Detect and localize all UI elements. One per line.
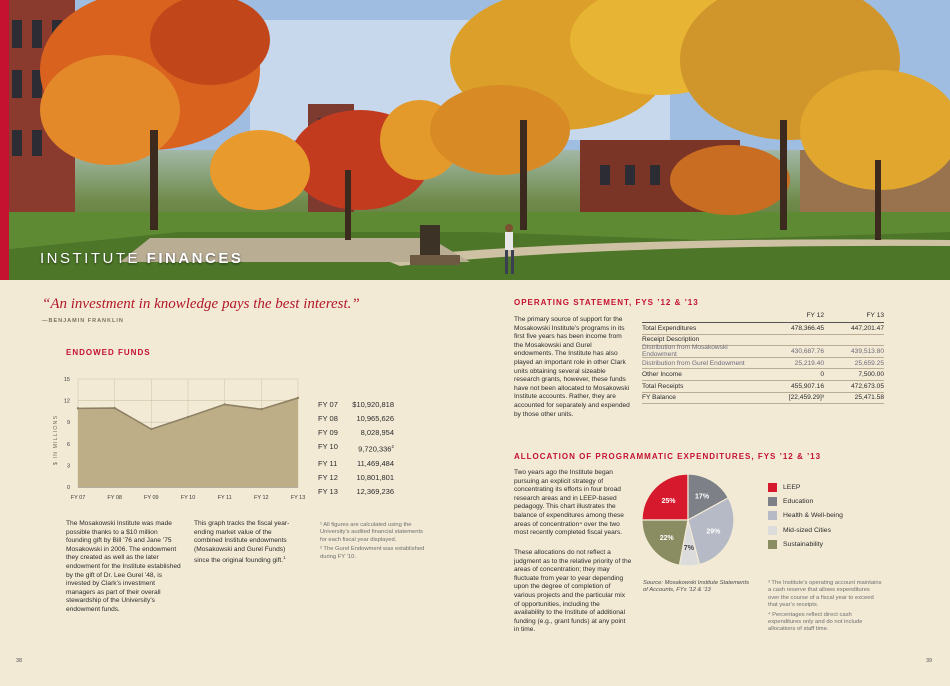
fy-value-text: 10,965,626 — [356, 414, 394, 423]
red-accent-bar — [0, 0, 9, 280]
fy-value-footnote: 2 — [391, 444, 394, 449]
allocation-paragraph-2: These allocations do not reflect a judgment as to the relative priority of the areas of concentration; they may fluctuate from year to year depending upon the degree of completion of various projects and the particular mix of opportunities, including the availability to the Institute of additional funding (e.g., grant funds) at any point in time. — [514, 549, 632, 634]
chart-x-ticks — [71, 495, 306, 501]
fy-value-text: 9,720,336 — [358, 444, 392, 454]
pie-legend — [768, 480, 843, 551]
row-fy13: 472,673.05 — [850, 382, 884, 390]
legend-item — [768, 509, 843, 523]
legend-item — [768, 523, 843, 537]
y-tick-label: 9 — [66, 420, 70, 427]
row-fy12: 430,687.76 — [790, 347, 824, 355]
page-number-right: 39 — [926, 658, 933, 664]
row-label: FY Balance — [642, 394, 676, 402]
pie-source: Source: Mosakowski Institute Statements of Accounts, FYs ’12 & ’13 — [643, 580, 749, 594]
legend-item — [768, 494, 843, 508]
page-title-light: INSTITUTE — [40, 250, 140, 267]
quote-text: “An investment in knowledge pays the best interest.” — [42, 296, 360, 312]
row-fy12: 0 — [820, 371, 824, 379]
quote-author: —BENJAMIN FRANKLIN — [42, 318, 124, 324]
legend-swatch — [768, 540, 777, 549]
campus-photo-illustration — [0, 0, 950, 280]
row-label: Total Receipts — [642, 382, 684, 390]
fy-table-row — [318, 412, 394, 426]
data-point — [260, 408, 262, 410]
fy-year: FY 12 — [318, 472, 338, 482]
x-tick-label: FY 12 — [254, 495, 269, 501]
row-fy12: 455,907.16 — [790, 382, 824, 390]
legend-label: Health & Well-being — [783, 512, 843, 520]
y-tick-label: 6 — [66, 441, 70, 448]
fy-table-row — [318, 398, 394, 412]
legend-item — [768, 480, 843, 494]
endowed-funds-heading: ENDOWED FUNDS — [66, 348, 151, 357]
fy-table-row — [318, 471, 394, 485]
fy-value-text: $10,920,818 — [352, 400, 394, 409]
row-fy13: 439,513.80 — [850, 347, 884, 355]
x-tick-label: FY 09 — [144, 495, 159, 501]
row-fy12: 25,219.40 — [794, 359, 824, 367]
row-fy12: [22,459.29]³ — [788, 394, 824, 402]
pie-slice-label: 29% — [706, 528, 721, 536]
fy-year: FY 13 — [318, 486, 338, 496]
row-label: Distribution from Mosakowski Endowment — [642, 344, 728, 359]
fy-value — [342, 440, 394, 457]
legend-swatch — [768, 526, 777, 535]
fy-value — [342, 471, 394, 485]
row-label: Total Expenditures — [642, 324, 697, 332]
row-fy13: 25,659.25 — [854, 359, 884, 367]
column-fy13: FY 13 — [866, 312, 884, 319]
y-tick-label: 15 — [63, 377, 70, 383]
data-point — [223, 403, 225, 405]
fy-year: FY 08 — [318, 414, 338, 423]
allocation-heading: ALLOCATION OF PROGRAMMATIC EXPENDITURES, FYS ’12 & ’13 — [514, 452, 822, 461]
legend-label: Education — [783, 497, 814, 505]
row-fy12: 478,366.45 — [790, 324, 824, 332]
page-number-left: 38 — [16, 658, 23, 664]
x-tick-label: FY 10 — [180, 495, 196, 501]
fy-value-text: 10,801,801 — [356, 472, 394, 482]
legend-item — [768, 537, 843, 551]
legend-label: LEEP — [783, 483, 801, 491]
operating-table-row — [642, 381, 884, 393]
footnote-1: ¹ All figures are calculated using the University’s audited financial statements for each fiscal year displayed. — [320, 522, 423, 543]
legend-swatch — [768, 511, 777, 520]
legend-swatch — [768, 497, 777, 506]
y-tick-label: 3 — [66, 463, 70, 470]
graph-description — [194, 520, 300, 566]
fy-year: FY 09 — [318, 428, 338, 437]
column-fy12: FY 12 — [806, 312, 824, 319]
legend-label: Sustainability — [783, 540, 824, 548]
row-fy13: 447,201.47 — [850, 324, 884, 332]
y-tick-label: 0 — [66, 485, 70, 491]
fy-year: FY 07 — [318, 400, 338, 409]
graph-description-text: This graph tracks the fiscal year-ending market value of the combined Institute endowments (Mosakowski and Gurel Funds) since the original founding gift. — [194, 520, 290, 565]
page-title — [40, 250, 243, 267]
fy-year: FY 10 — [318, 442, 338, 451]
x-tick-label: FY 11 — [217, 495, 232, 501]
fy-value-text: 12,369,236 — [356, 486, 394, 496]
operating-table-row — [642, 369, 884, 381]
operating-table-row — [642, 323, 884, 335]
pie-slice-label: 25% — [661, 497, 676, 505]
row-fy13: 7,500.00 — [858, 371, 884, 379]
y-tick-label: 12 — [63, 398, 70, 405]
allocation-paragraph-1: Two years ago the Institute began pursuing an explicit strategy of concentrating its efforts in four broad research areas and in LEEP-based pedagogy. This chart illustrates the balance of expenditures among these areas of concentration⁴ over the two most recently completed fiscal years. — [514, 469, 624, 537]
pie-slice-label: 17% — [695, 493, 710, 501]
endowed-funds-chart — [50, 370, 315, 508]
pie-slice-label: 22% — [659, 535, 674, 543]
page-title-bold: FINANCES — [146, 250, 244, 267]
operating-statement-heading: OPERATING STATEMENT, FYS ’12 & ’13 — [514, 298, 699, 307]
data-point — [113, 407, 115, 409]
pie-slice-label: 7% — [683, 545, 694, 553]
footnote-3: ³ The Institute’s operating account maintains a cash reserve that allows expenditures over the course of a fiscal year to exceed that year’s receipts. — [768, 580, 882, 609]
fy-value-text: 11,469,484 — [357, 458, 394, 468]
fy-value — [342, 485, 394, 499]
data-point — [150, 428, 152, 430]
fy-value — [342, 457, 394, 471]
x-tick-label: FY 13 — [290, 495, 306, 501]
allocation-pie-chart — [638, 468, 748, 572]
fy-year: FY 11 — [318, 458, 338, 468]
chart-y-ticks — [64, 377, 70, 491]
fy-value — [342, 426, 394, 440]
data-point — [187, 416, 189, 418]
operating-table-header — [642, 312, 884, 323]
x-tick-label: FY 07 — [70, 495, 86, 501]
legend-label: Mid-sized Cities — [783, 526, 831, 534]
pie-slice — [642, 520, 688, 565]
footnote-2: ² The Gurel Endowment was established during FY ’10. — [320, 546, 425, 560]
operating-table-row — [642, 358, 884, 370]
endowment-paragraph: The Mosakowski Institute was made possible thanks to a $10 million founding gift by Bill ’76 and Jane ’75 Mosakowski in 2006. The endowment they created as well as the later endowment for the Institute established by the gift of Dr. Lee Gurel ’48, is invested by Clark’s investment managers as part of their overall stewardship of the University’s endowment funds. — [66, 520, 181, 613]
campus-photo — [0, 0, 950, 280]
fy-table-row — [318, 426, 394, 440]
row-fy13: 25,471.58 — [854, 394, 884, 402]
data-point — [297, 397, 299, 399]
fy-table-row — [318, 457, 394, 471]
fy-value-text: 8,028,954 — [360, 428, 394, 437]
fy-table-row — [318, 440, 394, 457]
graph-description-footnote: 1 — [283, 555, 286, 561]
endowed-funds-table — [318, 398, 394, 499]
fy-table-row — [318, 485, 394, 499]
endowed-footnotes — [320, 522, 430, 563]
chart-y-label: $ IN MILLIONS — [53, 414, 59, 466]
x-tick-label: FY 08 — [107, 495, 122, 501]
legend-swatch — [768, 483, 777, 492]
row-label: Distribution from Gurel Endowment — [642, 359, 745, 367]
footnote-4: ⁴ Percentages reflect direct cash expenditures only and do not include allocations of staff time. — [768, 611, 863, 633]
operating-table-row — [642, 393, 884, 405]
operating-paragraph: The primary source of support for the Mosakowski Institute’s programs in its first five years has been income from the Mosakowski and Gurel endowments. The Institute has also played an important role in other Clark units obtaining several sizeable research grants, however, these funds have not been allocated to Mosakowski Institute accounts. Rather, they are accounted for separately and expended by those other units. — [514, 316, 630, 418]
allocation-footnotes — [768, 580, 882, 636]
operating-table-row — [642, 346, 884, 358]
data-point — [77, 407, 79, 409]
operating-statement-table — [642, 312, 884, 404]
row-label: Receipt Description — [642, 336, 700, 344]
fy-value — [342, 412, 394, 426]
row-label: Other Income — [642, 371, 682, 379]
fy-value — [342, 398, 394, 412]
